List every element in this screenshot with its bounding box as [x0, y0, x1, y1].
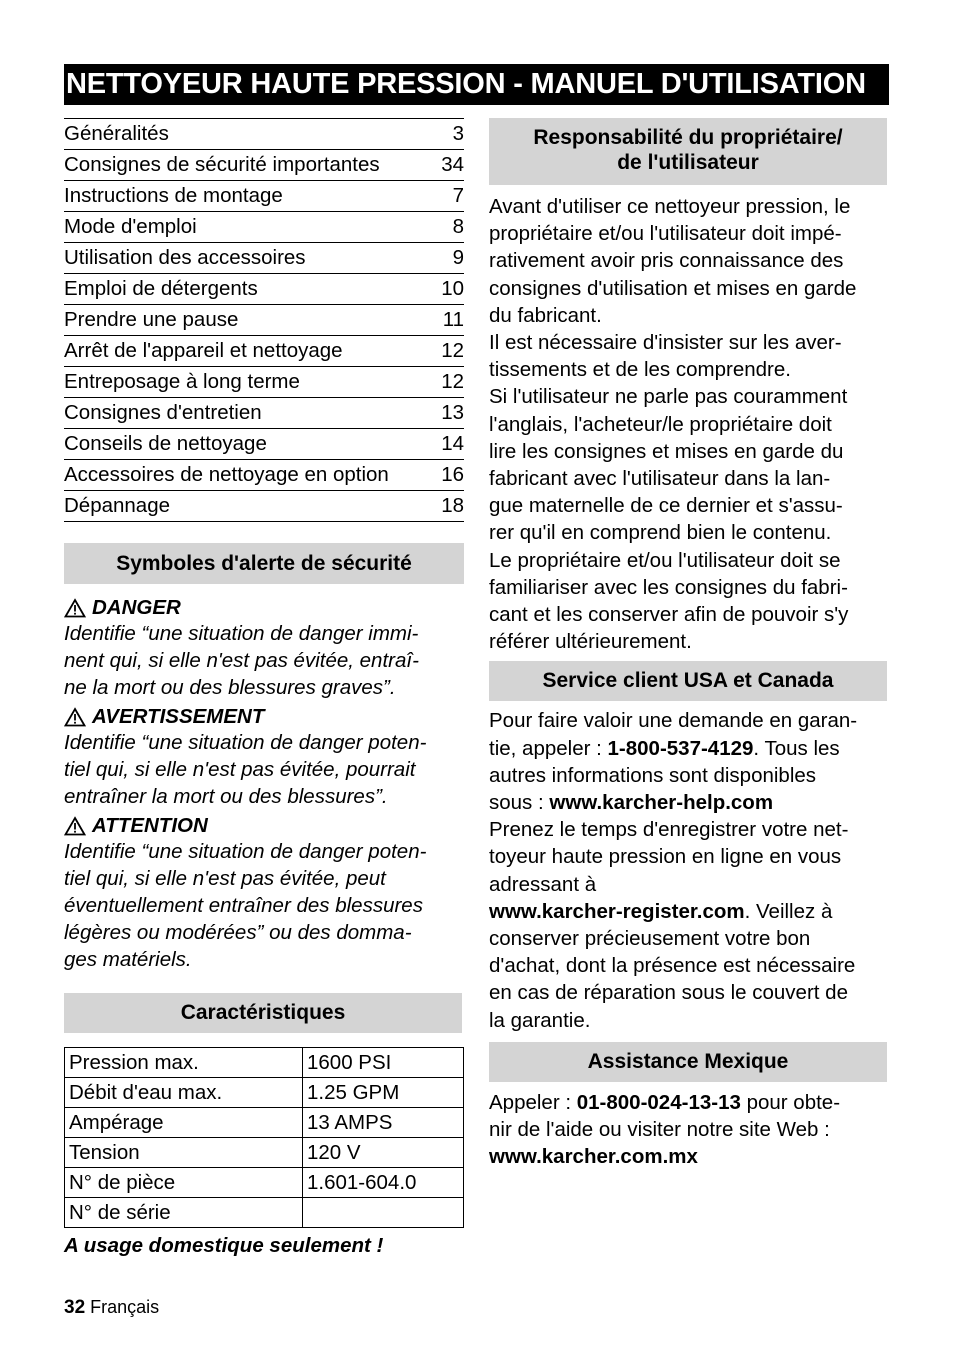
left-column — [64, 118, 464, 1258]
warning-label: AVERTISSEMENT — [92, 705, 265, 728]
toc-label: Généralités — [64, 122, 169, 145]
text-line: l'anglais, l'acheteur/le propriétaire doit — [489, 412, 832, 436]
warning-label-row — [64, 704, 464, 729]
table-row — [65, 1198, 464, 1228]
toc-label: Emploi de détergents — [64, 277, 258, 300]
text-line: Identifie “une situation de danger poten- — [64, 840, 427, 863]
toc-page: 8 — [452, 215, 464, 238]
text-line: conserver précieusement votre bon — [489, 927, 811, 951]
spec-value: 1600 PSI — [303, 1048, 464, 1078]
spec-value — [303, 1198, 464, 1228]
text-line: Identifie “une situation de danger immi- — [64, 622, 419, 645]
toc-row[interactable] — [64, 150, 464, 181]
heading-line: de l'utilisateur — [617, 151, 759, 174]
text-fragment: . Tous les — [753, 736, 840, 760]
toc-row[interactable] — [64, 305, 464, 336]
toc-label: Mode d'emploi — [64, 215, 197, 238]
mexico-heading: Assistance Mexique — [489, 1042, 887, 1082]
table-row — [65, 1138, 464, 1168]
toc-page: 3 — [452, 122, 464, 145]
text-line: rer qu'il en comprend bien le contenu. — [489, 521, 832, 545]
text-line: ne la mort ou des blessures graves”. — [64, 676, 396, 699]
text-line: tissements et de les comprendre. — [489, 358, 791, 382]
phone-number[interactable]: 01-800-024-13-13 — [576, 1090, 741, 1114]
toc-page: 9 — [452, 246, 464, 269]
text-line: Identifie “une situation de danger poten- — [64, 731, 427, 754]
text-line: Il est nécessaire d'insister sur les aver- — [489, 331, 842, 355]
text-line: nent qui, si elle n'est pas évitée, entraî- — [64, 649, 419, 672]
toc-row[interactable] — [64, 491, 464, 522]
spec-label: Ampérage — [65, 1108, 303, 1138]
responsibility-text — [489, 193, 887, 655]
toc-row[interactable] — [64, 429, 464, 460]
page-title: NETTOYEUR HAUTE PRESSION - MANUEL D'UTILISATION — [64, 64, 889, 105]
text-line: référer ultérieurement. — [489, 630, 692, 654]
text-line: en cas de réparation sous le couvert de — [489, 981, 848, 1005]
text-line: rativement avoir pris connaissance des — [489, 249, 844, 273]
text-line — [489, 898, 887, 925]
danger-label: DANGER — [92, 596, 181, 619]
table-row — [65, 1168, 464, 1198]
spec-value: 13 AMPS — [303, 1108, 464, 1138]
toc-row[interactable] — [64, 398, 464, 429]
responsibility-heading — [489, 118, 887, 185]
toc-label: Consignes de sécurité importantes — [64, 153, 380, 176]
table-row — [65, 1048, 464, 1078]
text-line: fabricant avec l'utilisateur dans la lan- — [489, 467, 831, 491]
service-heading: Service client USA et Canada — [489, 661, 887, 701]
spec-label: Débit d'eau max. — [65, 1078, 303, 1108]
text-fragment: sous : — [489, 791, 550, 815]
toc-label: Consignes d'entretien — [64, 401, 262, 424]
text-line: toyeur haute pression en ligne en vous — [489, 845, 842, 869]
page-number: 32 — [64, 1297, 86, 1318]
toc-row[interactable] — [64, 119, 464, 150]
text-line: Si l'utilisateur ne parle pas couramment — [489, 385, 848, 409]
spec-label: Tension — [65, 1138, 303, 1168]
table-row — [65, 1078, 464, 1108]
toc-page: 12 — [441, 339, 464, 362]
text-line: entraîner la mort ou des blessures”. — [64, 785, 388, 808]
help-link[interactable]: www.karcher-help.com — [549, 791, 774, 815]
toc-label: Utilisation des accessoires — [64, 246, 306, 269]
specs-table — [64, 1047, 464, 1228]
text-line — [489, 789, 887, 816]
toc-label: Accessoires de nettoyage en option — [64, 463, 389, 486]
spec-label: N° de série — [65, 1198, 303, 1228]
danger-label-row — [64, 595, 464, 620]
table-row — [65, 1108, 464, 1138]
text-line: du fabricant. — [489, 303, 602, 327]
toc-row[interactable] — [64, 274, 464, 305]
text-line: consignes d'utilisation et mises en garde — [489, 276, 857, 300]
toc-page: 12 — [441, 370, 464, 393]
toc-label: Conseils de nettoyage — [64, 432, 267, 455]
toc-page: 11 — [442, 308, 464, 331]
text-line — [489, 1089, 887, 1116]
spec-label: Pression max. — [65, 1048, 303, 1078]
text-line: d'achat, dont la présence est nécessaire — [489, 954, 856, 978]
toc-page: 14 — [441, 432, 464, 455]
text-line: ges matériels. — [64, 948, 192, 971]
text-line — [489, 735, 887, 762]
text-fragment: tie, appeler : — [489, 736, 608, 760]
register-link[interactable]: www.karcher-register.com — [489, 899, 745, 923]
usage-note: A usage domestique seulement ! — [64, 1234, 384, 1257]
toc-label: Arrêt de l'appareil et nettoyage — [64, 339, 343, 362]
toc-row[interactable] — [64, 367, 464, 398]
toc-page: 18 — [441, 494, 464, 517]
text-line: Prenez le temps d'enregistrer votre net- — [489, 818, 849, 842]
warning-triangle-icon — [64, 816, 86, 836]
spec-label: N° de pièce — [65, 1168, 303, 1198]
spec-value: 1.25 GPM — [303, 1078, 464, 1108]
page-footer — [64, 1297, 159, 1319]
heading-line: Responsabilité du propriétaire/ — [533, 126, 843, 149]
toc-page: 7 — [452, 184, 464, 207]
mexico-link[interactable]: www.karcher.com.mx — [489, 1145, 698, 1169]
toc-label: Entreposage à long terme — [64, 370, 300, 393]
text-line: lire les consignes et mises en garde du — [489, 439, 844, 463]
toc-row[interactable] — [64, 243, 464, 274]
caution-label-row — [64, 813, 464, 838]
spec-value: 120 V — [303, 1138, 464, 1168]
text-line: familiariser avec les consignes du fabri- — [489, 575, 848, 599]
text-line: cant et les conserver afin de pouvoir s'y — [489, 603, 849, 627]
text-line: tiel qui, si elle n'est pas évitée, pourrait — [64, 758, 416, 781]
toc-page: 34 — [441, 153, 464, 176]
toc-row[interactable] — [64, 336, 464, 367]
text-line: la garantie. — [489, 1008, 591, 1032]
warning-triangle-icon — [64, 707, 86, 727]
safety-heading: Symboles d'alerte de sécurité — [64, 543, 464, 584]
text-line: Le propriétaire et/ou l'utilisateur doit se — [489, 548, 841, 572]
footer-language: Français — [90, 1297, 160, 1317]
caution-text — [64, 838, 464, 973]
toc-page: 16 — [441, 463, 464, 486]
text-line: adressant à — [489, 872, 597, 896]
right-column — [489, 118, 887, 1171]
text-line: propriétaire et/ou l'utilisateur doit impé- — [489, 222, 842, 246]
text-line: nir de l'aide ou visiter notre site Web : — [489, 1118, 830, 1142]
specs-heading: Caractéristiques — [64, 993, 462, 1033]
caution-label: ATTENTION — [92, 814, 208, 837]
text-line: tiel qui, si elle n'est pas évitée, peut — [64, 867, 386, 890]
danger-text — [64, 620, 464, 701]
toc-page: 13 — [441, 401, 464, 424]
toc-row[interactable] — [64, 212, 464, 243]
text-fragment: . Veillez à — [744, 899, 833, 923]
service-text — [489, 707, 887, 1033]
toc-page: 10 — [441, 277, 464, 300]
text-line: Pour faire valoir une demande en garan- — [489, 709, 858, 733]
toc-row[interactable] — [64, 460, 464, 491]
phone-number[interactable]: 1-800-537-4129 — [607, 736, 754, 760]
text-fragment: Appeler : — [489, 1090, 577, 1114]
text-line: éventuellement entraîner des blessures — [64, 894, 423, 917]
text-line: autres informations sont disponibles — [489, 763, 817, 787]
toc-label: Dépannage — [64, 494, 171, 517]
toc-label: Prendre une pause — [64, 308, 239, 331]
spec-value: 1.601-604.0 — [303, 1168, 464, 1198]
toc-label: Instructions de montage — [64, 184, 283, 207]
toc-row[interactable] — [64, 181, 464, 212]
text-line: gue maternelle de ce dernier et s'assu- — [489, 494, 843, 518]
text-fragment: pour obte- — [740, 1090, 841, 1114]
warning-triangle-icon — [64, 598, 86, 618]
mexico-text — [489, 1089, 887, 1171]
table-of-contents — [64, 118, 464, 522]
text-line: Avant d'utiliser ce nettoyeur pression, le — [489, 195, 851, 218]
text-line: légères ou modérées” ou des domma- — [64, 921, 412, 944]
warning-text — [64, 729, 464, 810]
